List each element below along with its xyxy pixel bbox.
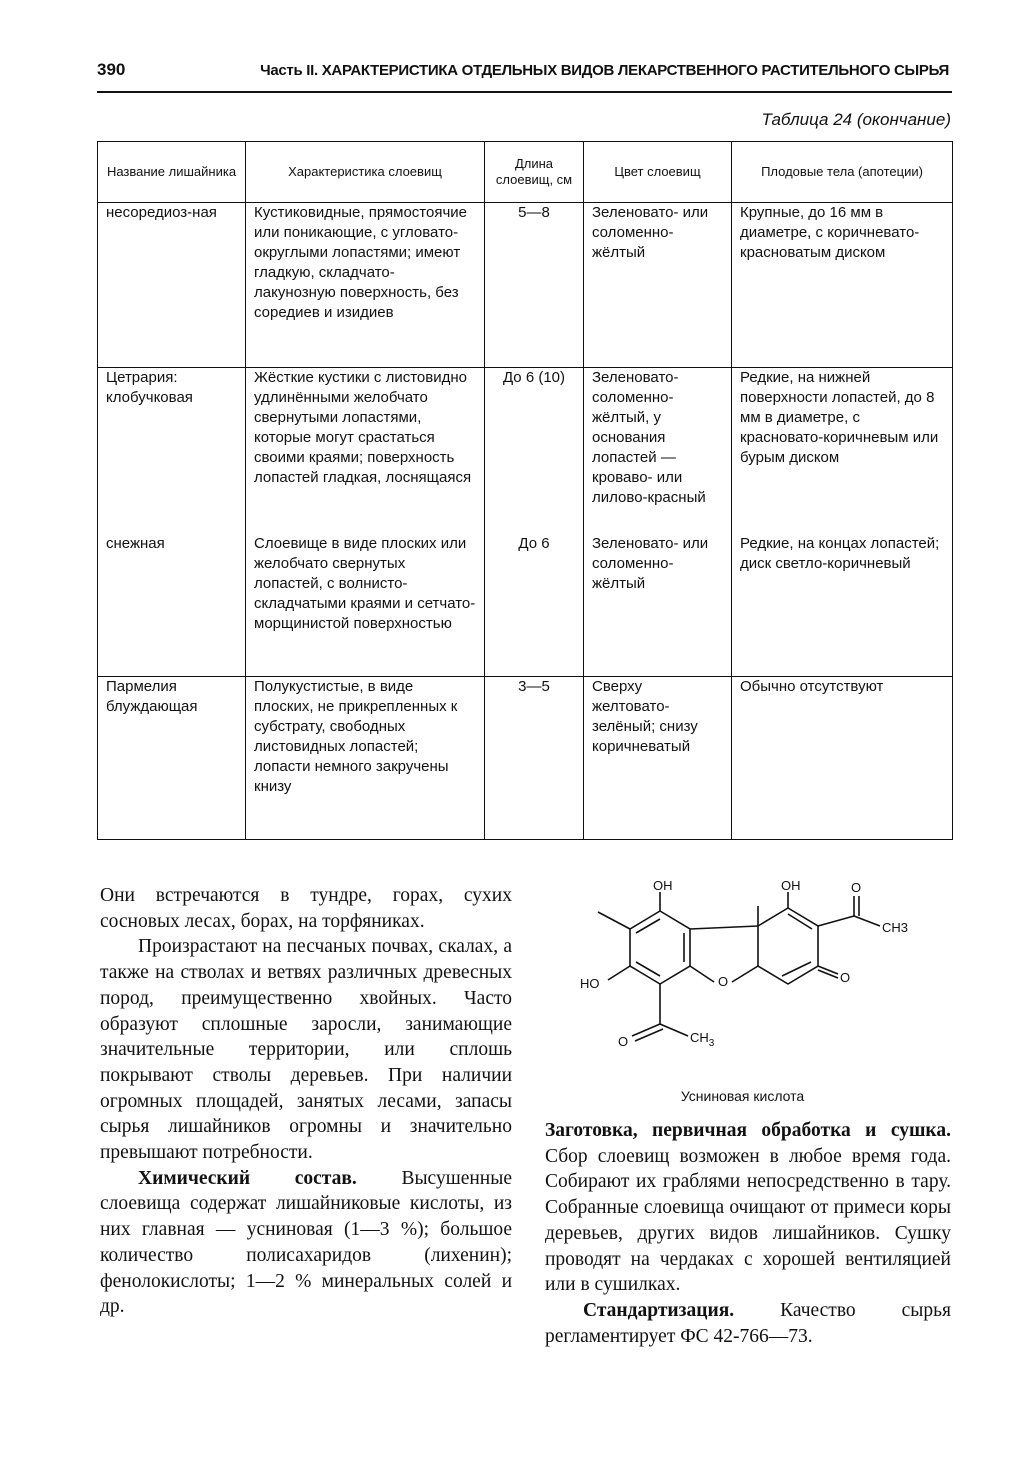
run-in-heading: Заготовка, первичная обработка и сушка. [545, 1120, 951, 1141]
cell-length: До 6 (10) [485, 368, 584, 534]
right-column-text [545, 1118, 951, 1349]
cell-name: несоредиоз-ная [98, 203, 246, 368]
paragraph-text: Сбор слоевищ возможен в любое время года. Собирают их граблями непосредственно в тару. Собранные слоевища очищают от примеси коры деревьев, других видов лишайников. Сушку проводят на чердаках с хорошей вентиляцией или в сушилках. [545, 1145, 951, 1296]
paragraph-standardization [545, 1298, 951, 1349]
paragraph-harvesting [545, 1118, 951, 1298]
table-caption: Таблица 24 (окончание) [761, 110, 951, 129]
cell-length: 5—8 [485, 203, 584, 368]
cell-color: Зеленовато- или соломенно-жёлтый [584, 203, 732, 368]
cell-description: Полукустистые, в виде плоских, не прикрепленных к субстрату, свободных листовидных лопастей; лопасти немного закручены книзу [246, 677, 485, 840]
cell-apothecia: Обычно отсутствуют [732, 677, 953, 840]
cell-description: Кустиковидные, прямостоячие или поникающие, с угловато-округлыми лопастями; имеют гладкую, складчато-лакунозную поверхность, без соредиев и изидиев [246, 203, 485, 368]
lichen-table [97, 141, 953, 840]
cell-color: Зеленовато- или соломенно-жёлтый [584, 534, 732, 677]
atom-label: O [618, 1034, 629, 1049]
atom-subscript: 3 [708, 1038, 715, 1049]
col-header-name: Название лишайника [98, 142, 246, 203]
atom-label: O [718, 974, 729, 989]
cell-apothecia: Редкие, на нижней поверхности лопастей, до 8 мм в диаметре, с красновато-коричневым или бурым диском [732, 368, 953, 534]
usnic-acid-structure [570, 874, 930, 1084]
run-in-heading: Стандартизация. [583, 1299, 735, 1321]
table-row [98, 368, 953, 534]
paragraph-text: Высушенные слоевища содержат лишайниковые кислоты, из них главная — усниновая (1—3 %); большое количество полисахаридов (лихенин); фенолокислоты; 1—2 % минеральных солей и др. [100, 1167, 512, 1318]
cell-description: Слоевище в виде плоских или желобчато свернутых лопастей, с волнисто-складчатыми краями и сетчато-морщинистой поверхностью [246, 534, 485, 677]
col-header-color: Цвет слоевищ [584, 142, 732, 203]
col-header-description: Характеристика слоевищ [246, 142, 485, 203]
figure-caption: Усниновая кислота [680, 1088, 805, 1104]
cell-apothecia: Крупные, до 16 мм в диаметре, с коричневато-красноватым диском [732, 203, 953, 368]
paragraph: Произрастают на песчаных почвах, скалах, а также на стволах и ветвях различных древесных пород, преимущественно хвойных. Часто образуют сплошные заросли, занимающие значительные территории, или сплошь покрывают стволы деревьев. При наличии огромных площадей, занятых лесами, запасы сырья лишайников огромны и значительно превышают потребности. [100, 936, 512, 1164]
cell-name: Цетрария: клобучковая [98, 368, 246, 534]
header-rule [97, 91, 952, 93]
page-number: 390 [97, 60, 126, 79]
cell-length: 3—5 [485, 677, 584, 840]
paragraph-chemical-composition [100, 1166, 512, 1320]
atom-label: O [840, 970, 851, 985]
cell-description: Жёсткие кустики с листовидно удлинёнными желобчато свернутыми лопастями, которые могут срастаться своими краями; поверхность лопастей гладкая, лоснящаяся [246, 368, 485, 534]
atom-label: HO [580, 976, 600, 991]
table-row [98, 534, 953, 677]
cell-length: До 6 [485, 534, 584, 677]
cell-name: снежная [98, 534, 246, 677]
atom-label: O [851, 880, 862, 895]
cell-apothecia: Редкие, на концах лопастей; диск светло-коричневый [732, 534, 953, 677]
atom-label: CH3 [882, 920, 909, 935]
table-header-row [98, 142, 953, 203]
cell-color: Зеленовато-соломенно-жёлтый, у основания лопастей — кроваво- или лилово-красный [584, 368, 732, 534]
left-column-text [100, 883, 512, 1320]
atom-label-ch: CH [690, 1030, 709, 1045]
cell-name: Пармелия блуждающая [98, 677, 246, 840]
table-row [98, 203, 953, 368]
col-header-length: Длина слоевищ, см [485, 142, 584, 203]
paragraph: Они встречаются в тундре, горах, сухих сосновых лесах, борах, на торфяниках. [100, 885, 512, 932]
running-title: Часть II. ХАРАКТЕРИСТИКА ОТДЕЛЬНЫХ ВИДОВ ЛЕКАРСТВЕННОГО РАСТИТЕЛЬНОГО СЫРЬЯ [260, 62, 949, 79]
table-row [98, 677, 953, 840]
atom-label [690, 1030, 715, 1049]
cell-color: Сверху желтовато-зелёный; снизу коричневатый [584, 677, 732, 840]
run-in-heading: Химический состав. [138, 1167, 357, 1189]
usnic-acid-figure [570, 874, 930, 1124]
atom-label: OH [653, 878, 673, 893]
paragraph-text: Качество сырья регламентирует ФС 42-766—73. [545, 1299, 951, 1347]
col-header-apothecia: Плодовые тела (апотеции) [732, 142, 953, 203]
atom-label: OH [781, 878, 801, 893]
